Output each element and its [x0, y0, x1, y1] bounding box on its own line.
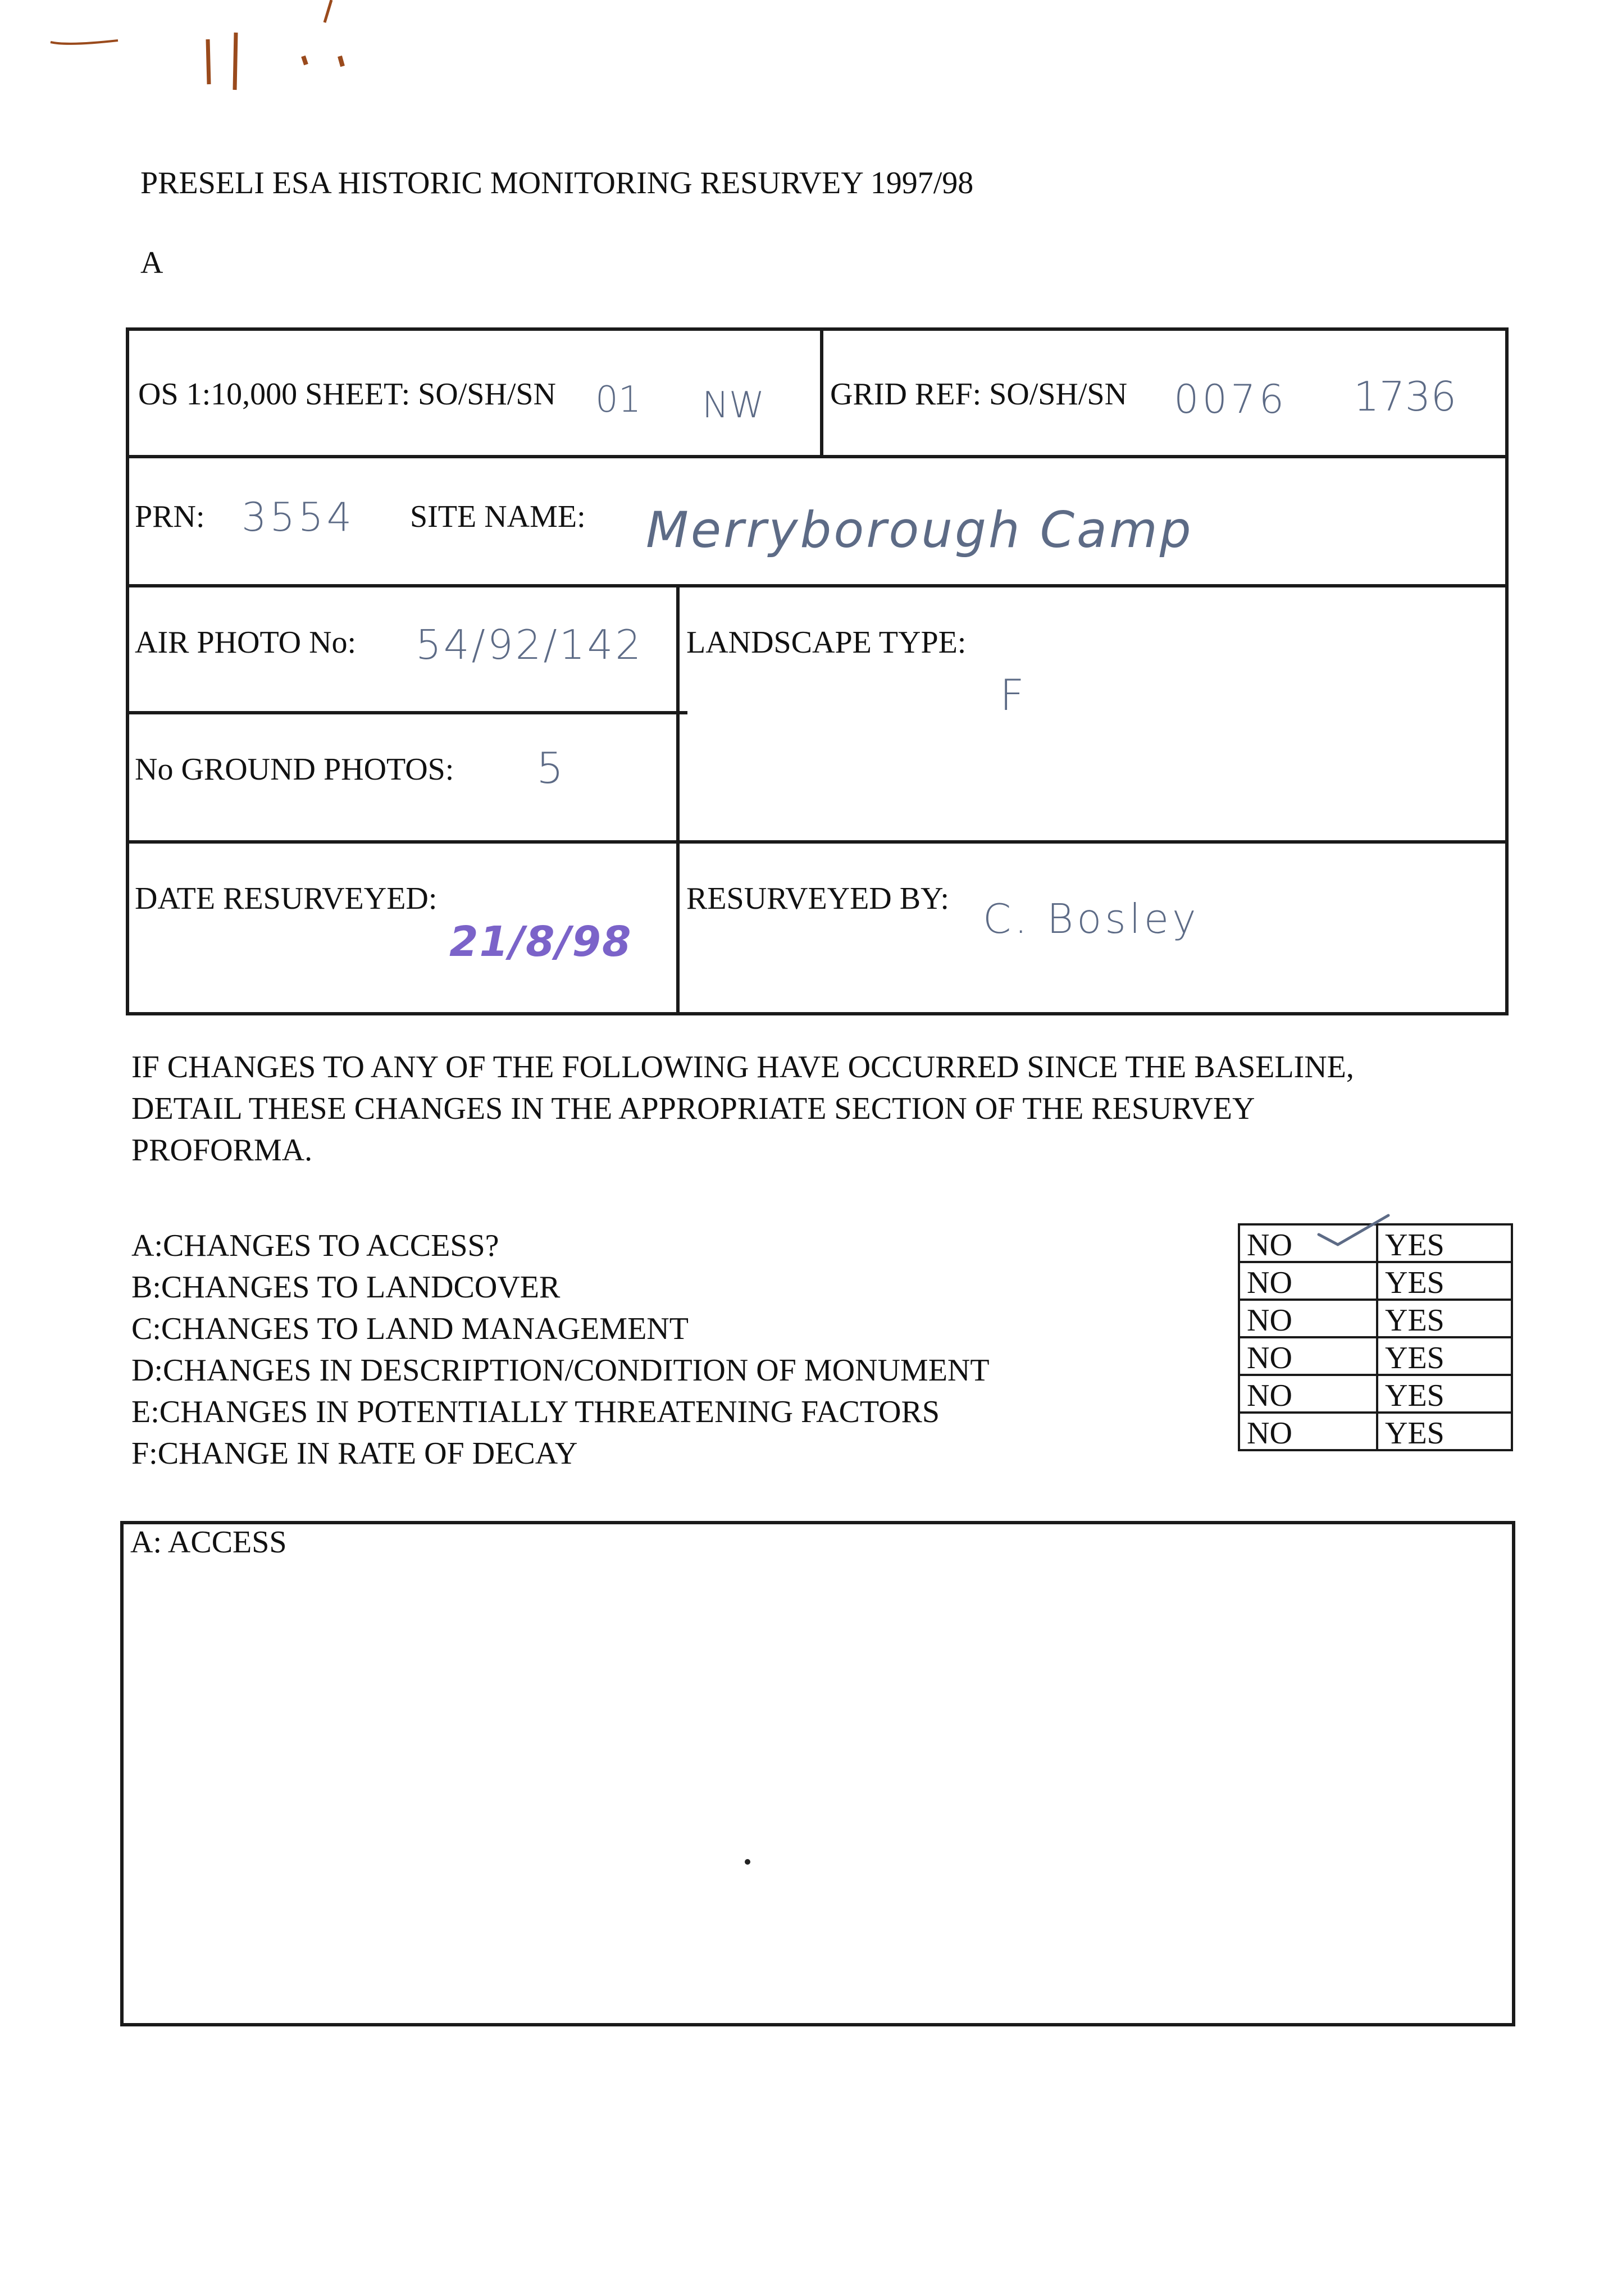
access-section-label: A: ACCESS: [130, 1525, 287, 1560]
yes-label: YES: [1385, 1265, 1445, 1300]
date-resurveyed-label: DATE RESURVEYED:: [135, 881, 438, 916]
resurveyed-by-value[interactable]: C. Bosley: [983, 895, 1200, 942]
grid-ref-east[interactable]: 0076: [1174, 376, 1288, 422]
divider: [820, 327, 823, 457]
air-photo-label: AIR PHOTO No:: [135, 625, 357, 660]
yes-option-e[interactable]: [1377, 1375, 1512, 1413]
checkmark-icon: [1314, 1212, 1393, 1257]
checkmark-drawing: [1314, 1212, 1393, 1257]
yes-option-f[interactable]: [1377, 1413, 1512, 1450]
section-letter: A: [140, 245, 163, 280]
table-row: [1239, 1262, 1512, 1300]
access-section-content[interactable]: [130, 1573, 1501, 2011]
yes-no-table: [1238, 1223, 1513, 1451]
divider: [126, 840, 1509, 844]
no-label: NO: [1247, 1416, 1292, 1451]
instructions-line-2: DETAIL THESE CHANGES IN THE APPROPRIATE SECTION OF THE RESURVEY: [131, 1091, 1255, 1126]
os-sheet-value-1[interactable]: 01: [595, 379, 641, 421]
site-name-value[interactable]: Merryborough Camp: [646, 501, 1193, 559]
corner-mark-drawing: [34, 0, 371, 112]
change-item-f: F:CHANGE IN RATE OF DECAY: [131, 1436, 578, 1471]
no-option-d[interactable]: [1239, 1337, 1377, 1375]
instructions-line-1: IF CHANGES TO ANY OF THE FOLLOWING HAVE OCCURRED SINCE THE BASELINE,: [131, 1050, 1354, 1085]
prn-label: PRN:: [135, 499, 205, 534]
grid-ref-north[interactable]: 1736: [1354, 373, 1457, 420]
os-sheet-label: OS 1:10,000 SHEET: SO/SH/SN: [138, 377, 556, 412]
no-label: NO: [1247, 1378, 1292, 1413]
no-option-e[interactable]: [1239, 1375, 1377, 1413]
divider: [126, 711, 687, 714]
ink-dot: [745, 1859, 750, 1865]
landscape-type-label: LANDSCAPE TYPE:: [686, 625, 967, 660]
no-label: NO: [1247, 1265, 1292, 1300]
yes-option-d[interactable]: [1377, 1337, 1512, 1375]
yes-option-b[interactable]: [1377, 1262, 1512, 1300]
grid-ref-label: GRID REF: SO/SH/SN: [830, 377, 1128, 412]
prn-value[interactable]: 3554: [242, 494, 356, 540]
instructions-line-3: PROFORMA.: [131, 1133, 313, 1168]
resurveyed-by-label: RESURVEYED BY:: [686, 881, 949, 916]
date-resurveyed-stamp[interactable]: 21/8/98: [449, 918, 632, 966]
table-row: [1239, 1413, 1512, 1450]
yes-label: YES: [1385, 1303, 1445, 1338]
table-row: [1239, 1300, 1512, 1337]
divider: [126, 455, 1509, 458]
change-item-d: D:CHANGES IN DESCRIPTION/CONDITION OF MONUMENT: [131, 1353, 990, 1388]
os-sheet-value-2[interactable]: NW: [702, 385, 765, 426]
no-label: NO: [1247, 1228, 1292, 1263]
yes-label: YES: [1385, 1416, 1445, 1451]
landscape-type-value[interactable]: F: [1000, 670, 1024, 720]
corner-mark: [34, 0, 371, 112]
page-title: PRESELI ESA HISTORIC MONITORING RESURVEY 1997/98: [140, 166, 974, 201]
yes-option-a[interactable]: [1377, 1224, 1512, 1262]
yes-label: YES: [1385, 1228, 1445, 1263]
change-item-a: A:CHANGES TO ACCESS?: [131, 1228, 499, 1263]
table-row: [1239, 1337, 1512, 1375]
change-item-c: C:CHANGES TO LAND MANAGEMENT: [131, 1311, 689, 1346]
yes-label: YES: [1385, 1378, 1445, 1413]
change-item-b: B:CHANGES TO LANDCOVER: [131, 1270, 561, 1305]
no-option-b[interactable]: [1239, 1262, 1377, 1300]
divider: [126, 584, 1509, 587]
no-option-c[interactable]: [1239, 1300, 1377, 1337]
change-item-e: E:CHANGES IN POTENTIALLY THREATENING FACTORS: [131, 1395, 940, 1429]
table-row: [1239, 1375, 1512, 1413]
ground-photos-value[interactable]: 5: [536, 743, 564, 793]
yes-option-c[interactable]: [1377, 1300, 1512, 1337]
no-option-f[interactable]: [1239, 1413, 1377, 1450]
divider: [676, 584, 680, 1015]
air-photo-value[interactable]: 54/92/142: [416, 621, 644, 668]
no-label: NO: [1247, 1341, 1292, 1375]
ground-photos-label: No GROUND PHOTOS:: [135, 752, 454, 787]
no-label: NO: [1247, 1303, 1292, 1338]
yes-label: YES: [1385, 1341, 1445, 1375]
site-name-label: SITE NAME:: [410, 499, 586, 534]
